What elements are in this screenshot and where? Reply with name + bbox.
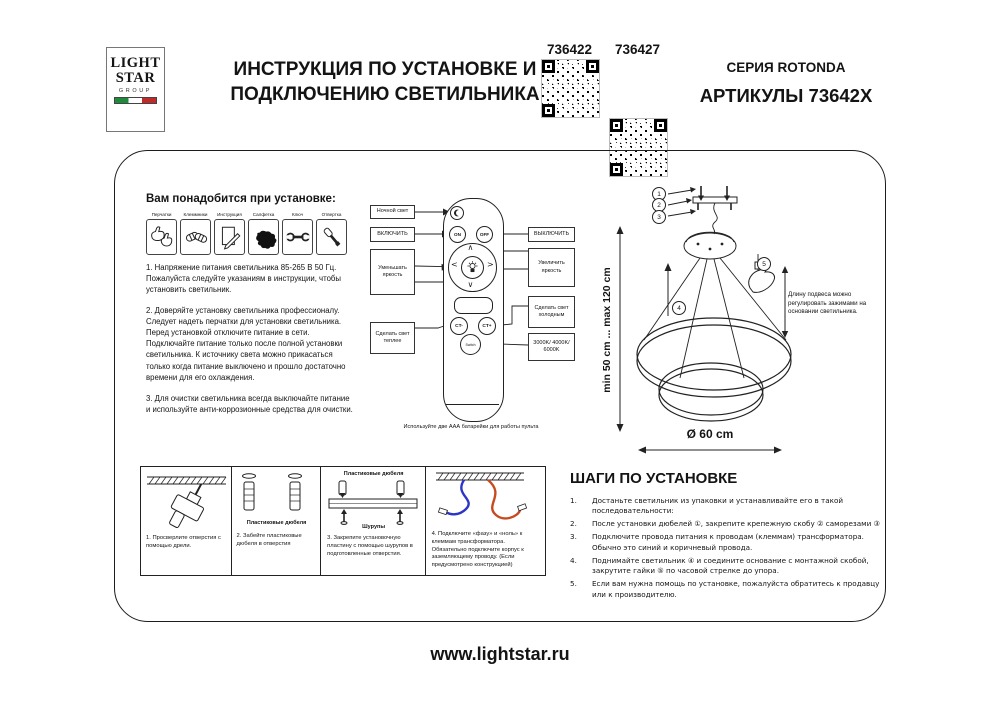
step-item-2	[570, 519, 886, 529]
step-text: Достаньте светильник из упаковки и устанавливайте его в такой последовательности:	[592, 496, 844, 516]
tool-item-clamps	[180, 212, 211, 255]
switch-button-label: Switch	[465, 342, 476, 347]
mounting-plate-illustration	[321, 479, 426, 527]
callout-1: 1	[652, 187, 666, 201]
wire-clamps-icon	[183, 224, 209, 250]
qr-label-736422: 736422	[546, 42, 593, 57]
remote-bottom-line	[446, 404, 499, 405]
step-text: После установки дюбелей ①, закрепите крепежную скобу ② саморезами ③	[592, 519, 880, 529]
qr-label-736427: 736427	[614, 42, 661, 57]
wrench-icon	[285, 224, 311, 250]
label-color-temperatures: 3000K/ 4000K/ 6000K	[528, 333, 575, 361]
website-url: www.lightstar.ru	[430, 644, 570, 664]
installation-panels-strip	[140, 466, 546, 576]
tool-label: Салфетка	[252, 212, 275, 217]
panel-drill-holes	[141, 467, 232, 575]
dpad-up-icon: ∧	[467, 243, 474, 252]
tool-item-cloth	[248, 212, 279, 255]
logo-text-group: GROUP	[118, 87, 153, 94]
logo-text-light: LIGHT	[110, 55, 161, 71]
tool-label: Инструкция	[217, 212, 242, 217]
step-number: 3.	[570, 532, 577, 542]
ct-minus-label: CT-	[455, 323, 463, 329]
tool-label: Отвертка	[321, 212, 342, 217]
on-button	[449, 226, 466, 243]
callout-5: 5	[757, 257, 771, 271]
step-number: 1.	[570, 496, 577, 505]
qr-finder-icon	[542, 104, 555, 117]
callout-2: 2	[652, 198, 666, 212]
qr-code-736422	[541, 59, 600, 118]
phase-wire	[488, 480, 520, 518]
panel-caption: 4. Подключите «фазу» и «ноль» к клеммам трансформатора. Обязательно подключите корпус к заземляющему проводу. (Если предусмотрено конструкцией)	[431, 531, 524, 569]
step-item-1	[570, 496, 886, 517]
label-increase-brightness: Увеличить яркость	[528, 248, 575, 287]
suspension-adjust-note: Длину подвеса можно регулировать зажимами на основании светильника.	[788, 291, 867, 316]
tool-label: Ключ	[291, 212, 304, 217]
panel-caption: 1. Просверлите отверстия с помощью дрели.	[146, 535, 221, 549]
qr-finder-icon	[542, 60, 555, 73]
tool-item-screwdriver	[316, 212, 347, 255]
series-block	[688, 60, 884, 107]
screwdriver-icon	[319, 224, 345, 250]
cloth-icon	[251, 224, 277, 250]
warning-3: 3. Для очистки светильника всегда выключайте питание и используйте анти-коррозионные средства для очистки.	[146, 393, 353, 414]
drill-illustration	[141, 469, 232, 533]
panel-caption: 3. Закрепите установочную пластину с помощью шурупов в подготовленные отверстия.	[327, 535, 413, 557]
callout-3: 3	[652, 210, 666, 224]
step-number: 2.	[570, 519, 577, 529]
page-title	[195, 58, 575, 107]
logo-text-star: STAR	[115, 69, 156, 86]
qr-finder-icon	[610, 119, 623, 132]
tool-item-manual	[214, 212, 245, 255]
step-text: Подключите провода питания к проводам (клеммам) трансформатора. Обычно это синий и коричневый провода.	[592, 532, 864, 552]
step-number: 5.	[570, 579, 577, 589]
italy-flag-stripe	[114, 97, 157, 104]
steps-list	[570, 496, 886, 602]
tool-label: Клеммники	[183, 212, 208, 217]
manual-icon	[217, 224, 243, 250]
series-name: СЕРИЯ ROTONDA	[726, 60, 846, 75]
switch-button	[460, 334, 481, 355]
step-text: Если вам нужна помощь по установке, пожалуйста обратитесь к продавцу или к производителю.	[592, 579, 880, 599]
tool-label: Перчатки	[151, 212, 172, 217]
wires-illustration	[426, 469, 546, 527]
step-number: 4.	[570, 555, 577, 565]
label-warmer-light: Сделать свет теплее	[370, 322, 415, 354]
step-item-3	[570, 532, 886, 553]
night-light-button	[450, 206, 464, 220]
label-turn-off: ВЫКЛЮЧИТЬ	[528, 227, 575, 242]
ct-plus-button	[478, 317, 496, 335]
off-button-label: OFF	[479, 232, 490, 237]
dowels-label: Пластиковые дюбеля	[246, 520, 307, 526]
lightstar-logo	[106, 47, 165, 132]
height-dimension-label: min 50 cm ... max 120 cm	[601, 267, 613, 393]
articles-code: АРТИКУЛЫ 73642X	[699, 85, 873, 106]
on-button-label: ON	[454, 232, 461, 237]
page-title-line-1: ИНСТРУКЦИЯ ПО УСТАНОВКЕ И	[233, 59, 537, 80]
panel-insert-dowels	[232, 467, 322, 575]
screws-label: Шурупы	[362, 524, 386, 530]
qr-finder-icon	[654, 119, 667, 132]
panel-fix-plate	[321, 467, 425, 575]
ct-minus-button	[450, 317, 468, 335]
label-colder-light: Сделать свет холодным	[528, 296, 575, 328]
callout-4: 4	[672, 301, 686, 315]
dpad-down-icon: ∨	[467, 280, 474, 289]
steps-heading: ШАГИ ПО УСТАНОВКЕ	[570, 470, 738, 487]
dowels-top-label: Пластиковые дюбеля	[343, 471, 404, 477]
diameter-dimension-label: Ø 60 cm	[686, 427, 734, 441]
tools-heading: Вам понадобится при установке:	[146, 193, 336, 205]
off-button	[476, 226, 493, 243]
tools-row	[146, 212, 347, 255]
gloves-icon	[149, 224, 175, 250]
brightness-center-button	[461, 256, 484, 279]
step-item-5	[570, 579, 886, 600]
panel-caption: 2. Забейте пластиковые дюбеля в отверстия	[236, 533, 302, 547]
dowels-illustration	[232, 469, 322, 517]
lamp-installation-diagram	[598, 168, 898, 468]
page-title-line-2: ПОДКЛЮЧЕНИЮ СВЕТИЛЬНИКА	[230, 83, 540, 105]
panel-connect-wires	[426, 467, 545, 575]
tool-item-wrench	[282, 212, 313, 255]
warning-2: 2. Доверяйте установку светильника профессионалу. Следует надеть перчатки для установки светильника. Перед установкой отключите питание в сети. Подключайте питание только после полной установки светильника. К источнику света можно прикасаться только когда питание выключено и прошло достаточно времени для его охлаждения.	[146, 306, 346, 382]
qr-finder-icon	[586, 60, 599, 73]
remote-display-window	[454, 297, 493, 314]
step-item-4	[570, 556, 886, 577]
battery-note: Используйте две ААА батарейки для работы пульта	[403, 424, 539, 430]
ct-plus-label: CT+	[482, 323, 492, 329]
safety-warnings	[146, 262, 354, 425]
label-night-light: Ночной свет	[370, 205, 415, 219]
neutral-wire	[446, 480, 469, 514]
tool-item-gloves	[146, 212, 177, 255]
warning-1: 1. Напряжение питания светильника 85-265 В 50 Гц. Пожалуйста следуйте указаниям в инструкции, чтобы установить светильник.	[146, 263, 342, 295]
step-text: Поднимайте светильник ④ и соедините основание с монтажной скобой, закрутите гайки ⑤ по часовой стрелке до упора.	[592, 555, 869, 576]
dpad-left-icon: <	[451, 260, 458, 269]
moon-icon	[453, 209, 461, 217]
label-turn-on: ВКЛЮЧИТЬ	[370, 227, 415, 242]
dpad-right-icon: >	[487, 260, 494, 269]
label-decrease-brightness: Уменьшать яркость	[370, 249, 415, 295]
light-bulb-icon	[466, 261, 479, 274]
